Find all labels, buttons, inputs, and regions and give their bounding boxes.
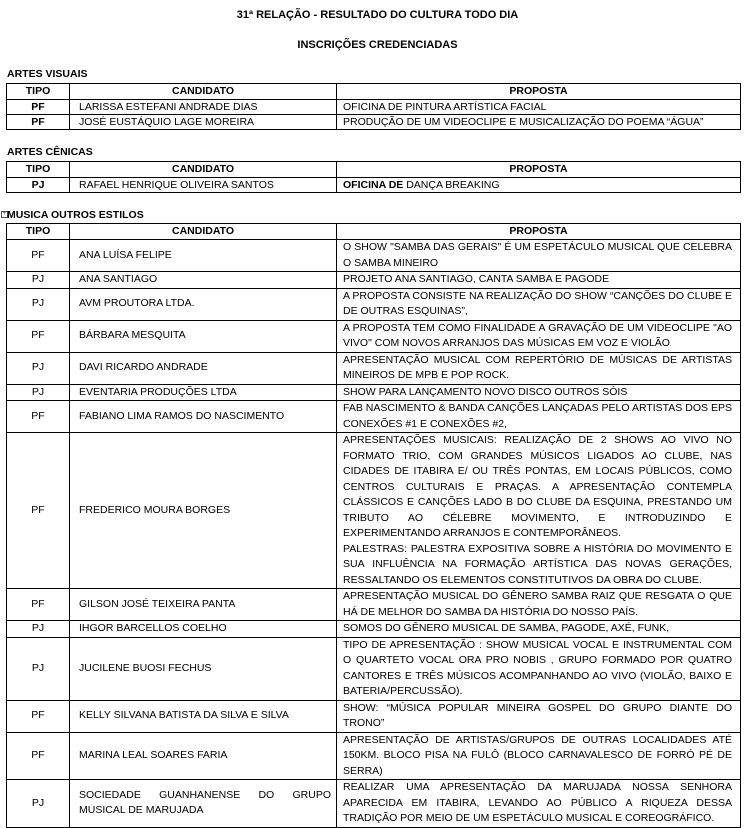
cell-candidato: FREDERICO MOURA BORGES: [70, 433, 337, 589]
cell-proposta: REALIZAR UMA APRESENTAÇÃO DA MARUJADA NOSSA SENHORA APARECIDA EM ITABIRA, LEVANDO AO PÚBLICO A RIQUEZA DESSA TRADIÇÃO POR MEIO DE UM ESPETÁCULO MUSICAL E COREOGRÁFICO.: [337, 780, 741, 828]
table-header-row: [7, 162, 741, 178]
table-row: [7, 732, 741, 780]
proposta-bold-part: OFICINA DE: [343, 179, 404, 191]
cell-candidato: LARISSA ESTEFANI ANDRADE DIAS: [70, 100, 337, 115]
table-row: [7, 115, 741, 130]
cell-candidato: ANA SANTIAGO: [70, 272, 337, 289]
cell-tipo: PF: [7, 589, 70, 621]
table-artes-visuais: [6, 83, 741, 130]
cell-candidato: FABIANO LIMA RAMOS DO NASCIMENTO: [70, 401, 337, 433]
table-header-row: [7, 224, 741, 240]
table-artes-cenicas: [6, 161, 741, 193]
document-subtitle: INSCRIÇÕES CREDENCIADAS: [297, 39, 458, 51]
cell-proposta: SHOW: “MÚSICA POPULAR MINEIRA GOSPEL DO GRUPO DIANTE DO TRONO”: [337, 700, 741, 732]
cell-tipo: PJ: [7, 352, 70, 384]
cell-proposta: FAB NASCIMENTO & BANDA CANÇÕES LANÇADAS PELO ARTISTAS DOS EPS CONEXÕES #1 E CONEXÕES #2,: [337, 401, 741, 433]
table-musica-outros-estilos: [6, 223, 741, 828]
cell-candidato: GILSON JOSÉ TEIXEIRA PANTA: [70, 589, 337, 621]
cell-proposta: OFICINA DE PINTURA ARTÍSTICA FACIAL: [337, 100, 741, 115]
cell-candidato: IHGOR BARCELLOS COELHO: [70, 621, 337, 638]
header-proposta: PROPOSTA: [337, 224, 741, 240]
cell-proposta: SOMOS DO GÊNERO MUSICAL DE SAMBA, PAGODE, AXÉ, FUNK,: [337, 621, 741, 638]
cell-proposta: APRESENTAÇÃO DE ARTISTAS/GRUPOS DE OUTRAS LOCALIDADES ATÉ 150KM. BLOCO PISA NA FULÔ (BLOCO CARNAVALESCO DE FORRÓ PÉ DE SERRA): [337, 732, 741, 780]
header-tipo: TIPO: [7, 162, 70, 178]
cell-candidato: RAFAEL HENRIQUE OLIVEIRA SANTOS: [70, 178, 337, 193]
cell-candidato: JUCILENE BUOSI FECHUS: [70, 637, 337, 700]
cell-candidato: BÁRBARA MESQUITA: [70, 320, 337, 352]
cell-tipo: PF: [7, 401, 70, 433]
cell-tipo: PJ: [7, 384, 70, 401]
cell-candidato: JOSÉ EUSTÁQUIO LAGE MOREIRA: [70, 115, 337, 130]
cell-tipo: PF: [7, 115, 70, 130]
cell-proposta: PRODUÇÃO DE UM VIDEOCLIPE E MUSICALIZAÇÃO DO POEMA “ÁGUA”: [337, 115, 741, 130]
cell-tipo: PJ: [7, 780, 70, 828]
cell-tipo: PF: [7, 700, 70, 732]
table-row: [7, 621, 741, 638]
cell-proposta: A PROPOSTA CONSISTE NA REALIZAÇÃO DO SHOW “CANÇÕES DO CLUBE E DE OUTRAS ESQUINAS”,: [337, 288, 741, 320]
table-row: [7, 384, 741, 401]
cell-tipo: PJ: [7, 621, 70, 638]
cell-proposta: [337, 433, 741, 589]
cell-tipo: PF: [7, 433, 70, 589]
header-candidato: CANDIDATO: [70, 224, 337, 240]
cell-candidato: ANA LUÍSA FELIPE: [70, 240, 337, 272]
table-row: [7, 433, 741, 589]
header-candidato: CANDIDATO: [70, 162, 337, 178]
table-header-row: [7, 84, 741, 100]
table-row: [7, 700, 741, 732]
table-row: [7, 352, 741, 384]
cell-proposta: [337, 178, 741, 193]
cell-candidato: SOCIEDADE GUANHANENSE DO GRUPO MUSICAL DE MARUJADA: [70, 780, 337, 828]
cell-proposta: O SHOW "SAMBA DAS GERAIS" É UM ESPETÁCULO MUSICAL QUE CELEBRA O SAMBA MINEIRO: [337, 240, 741, 272]
table-row: [7, 272, 741, 289]
table-row: [7, 401, 741, 433]
header-proposta: PROPOSTA: [337, 84, 741, 100]
header-proposta: PROPOSTA: [337, 162, 741, 178]
header-tipo: TIPO: [7, 84, 70, 100]
table-row: [7, 780, 741, 828]
cell-candidato: DAVI RICARDO ANDRADE: [70, 352, 337, 384]
cell-proposta: SHOW PARA LANÇAMENTO NOVO DISCO OUTROS SÓIS: [337, 384, 741, 401]
cell-candidato: EVENTARIA PRODUÇÕES LTDA: [70, 384, 337, 401]
section-title-musica-outros-estilos: MUSICA OUTROS ESTILOS: [7, 209, 144, 221]
table-row: [7, 589, 741, 621]
document-title: 31ª RELAÇÃO - RESULTADO DO CULTURA TODO DIA: [236, 9, 519, 21]
cell-proposta: APRESENTAÇÃO MUSICAL COM REPERTÓRIO DE MÚSICAS DE ARTISTAS MINEIROS DE MPB E POP ROCK.: [337, 352, 741, 384]
table-move-handle-icon[interactable]: +: [2, 211, 7, 217]
section-title-artes-visuais: ARTES VISUAIS: [7, 68, 88, 80]
cell-candidato: MARINA LEAL SOARES FARIA: [70, 732, 337, 780]
proposta-regular-part: DANÇA BREAKING: [403, 179, 500, 191]
cell-proposta: PROJETO ANA SANTIAGO, CANTA SAMBA E PAGODE: [337, 272, 741, 289]
header-tipo: TIPO: [7, 224, 70, 240]
proposta-paragraph: PALESTRAS: PALESTRA EXPOSITIVA SOBRE A HISTÓRIA DO MOVIMENTO E SUA INFLUÊNCIA NA FORMAÇÃO ARTÍSTICA DAS NOVAS GERAÇÕES, RESSALTANDO OS ELEMENTOS CONSTITUTIVOS DA OBRA DO CLUBE.: [343, 542, 732, 586]
table-row: [7, 637, 741, 700]
cell-proposta: A PROPOSTA TEM COMO FINALIDADE A GRAVAÇÃO DE UM VIDEOCLIPE "AO VIVO" COM NOVOS ARRANJOS DAS MÚSICAS EM VOZ E VIOLÃO: [337, 320, 741, 352]
table-row: [7, 100, 741, 115]
header-candidato: CANDIDATO: [70, 84, 337, 100]
cell-candidato: KELLY SILVANA BATISTA DA SILVA E SILVA: [70, 700, 337, 732]
cell-tipo: PF: [7, 240, 70, 272]
section-title-artes-cenicas: ARTES CÊNICAS: [7, 146, 93, 158]
cell-proposta: TIPO DE APRESENTAÇÃO : SHOW MUSICAL VOCAL E INSTRUMENTAL COM O QUARTETO VOCAL ORA PRO NOBIS , GRUPO FORMADO POR QUATRO CANTORES E TRÊS MÚSICOS ACOMPANHANDO AO VIVO (VIOLÃO, BAIXO E BATERIA/PERCUSSÃO).: [337, 637, 741, 700]
cell-tipo: PJ: [7, 288, 70, 320]
cell-candidato: AVM PROUTORA LTDA.: [70, 288, 337, 320]
proposta-paragraph: APRESENTAÇÕES MUSICAIS: REALIZAÇÃO DE 2 SHOWS AO VIVO NO FORMATO TRIO, COM GRANDES MÚSICOS LIGADOS AO CLUBE, NAS CIDADES DE ITABIRA E/ OU TRÊS PONTAS, EM LOCAIS PÚBLICOS, COMO CENTROS CULTURAIS E PRAÇAS. A APRESENTAÇÃO CONTEMPLA CLÁSSICOS E CANÇÕES LADO B DO CLUBE DA ESQUINA, PRESTANDO UM TRIBUTO AO CÉLEBRE MOVIMENTO, E INTRODUZINDO E EXPERIMENTANDO ARRANJOS E CONTEMPORÂNEOS.: [343, 434, 732, 539]
cell-tipo: PF: [7, 732, 70, 780]
table-row: [7, 178, 741, 193]
cell-tipo: PJ: [7, 637, 70, 700]
cell-tipo: PJ: [7, 272, 70, 289]
cell-tipo: PF: [7, 320, 70, 352]
cell-tipo: PF: [7, 100, 70, 115]
cell-proposta: APRESENTAÇÃO MUSICAL DO GÊNERO SAMBA RAIZ QUE RESGATA O QUE HÁ DE MELHOR DO SAMBA DA HISTÓRIA DO NOSSO PAÍS.: [337, 589, 741, 621]
table-row: [7, 320, 741, 352]
cell-tipo: PJ: [7, 178, 70, 193]
table-row: [7, 240, 741, 272]
table-row: [7, 288, 741, 320]
